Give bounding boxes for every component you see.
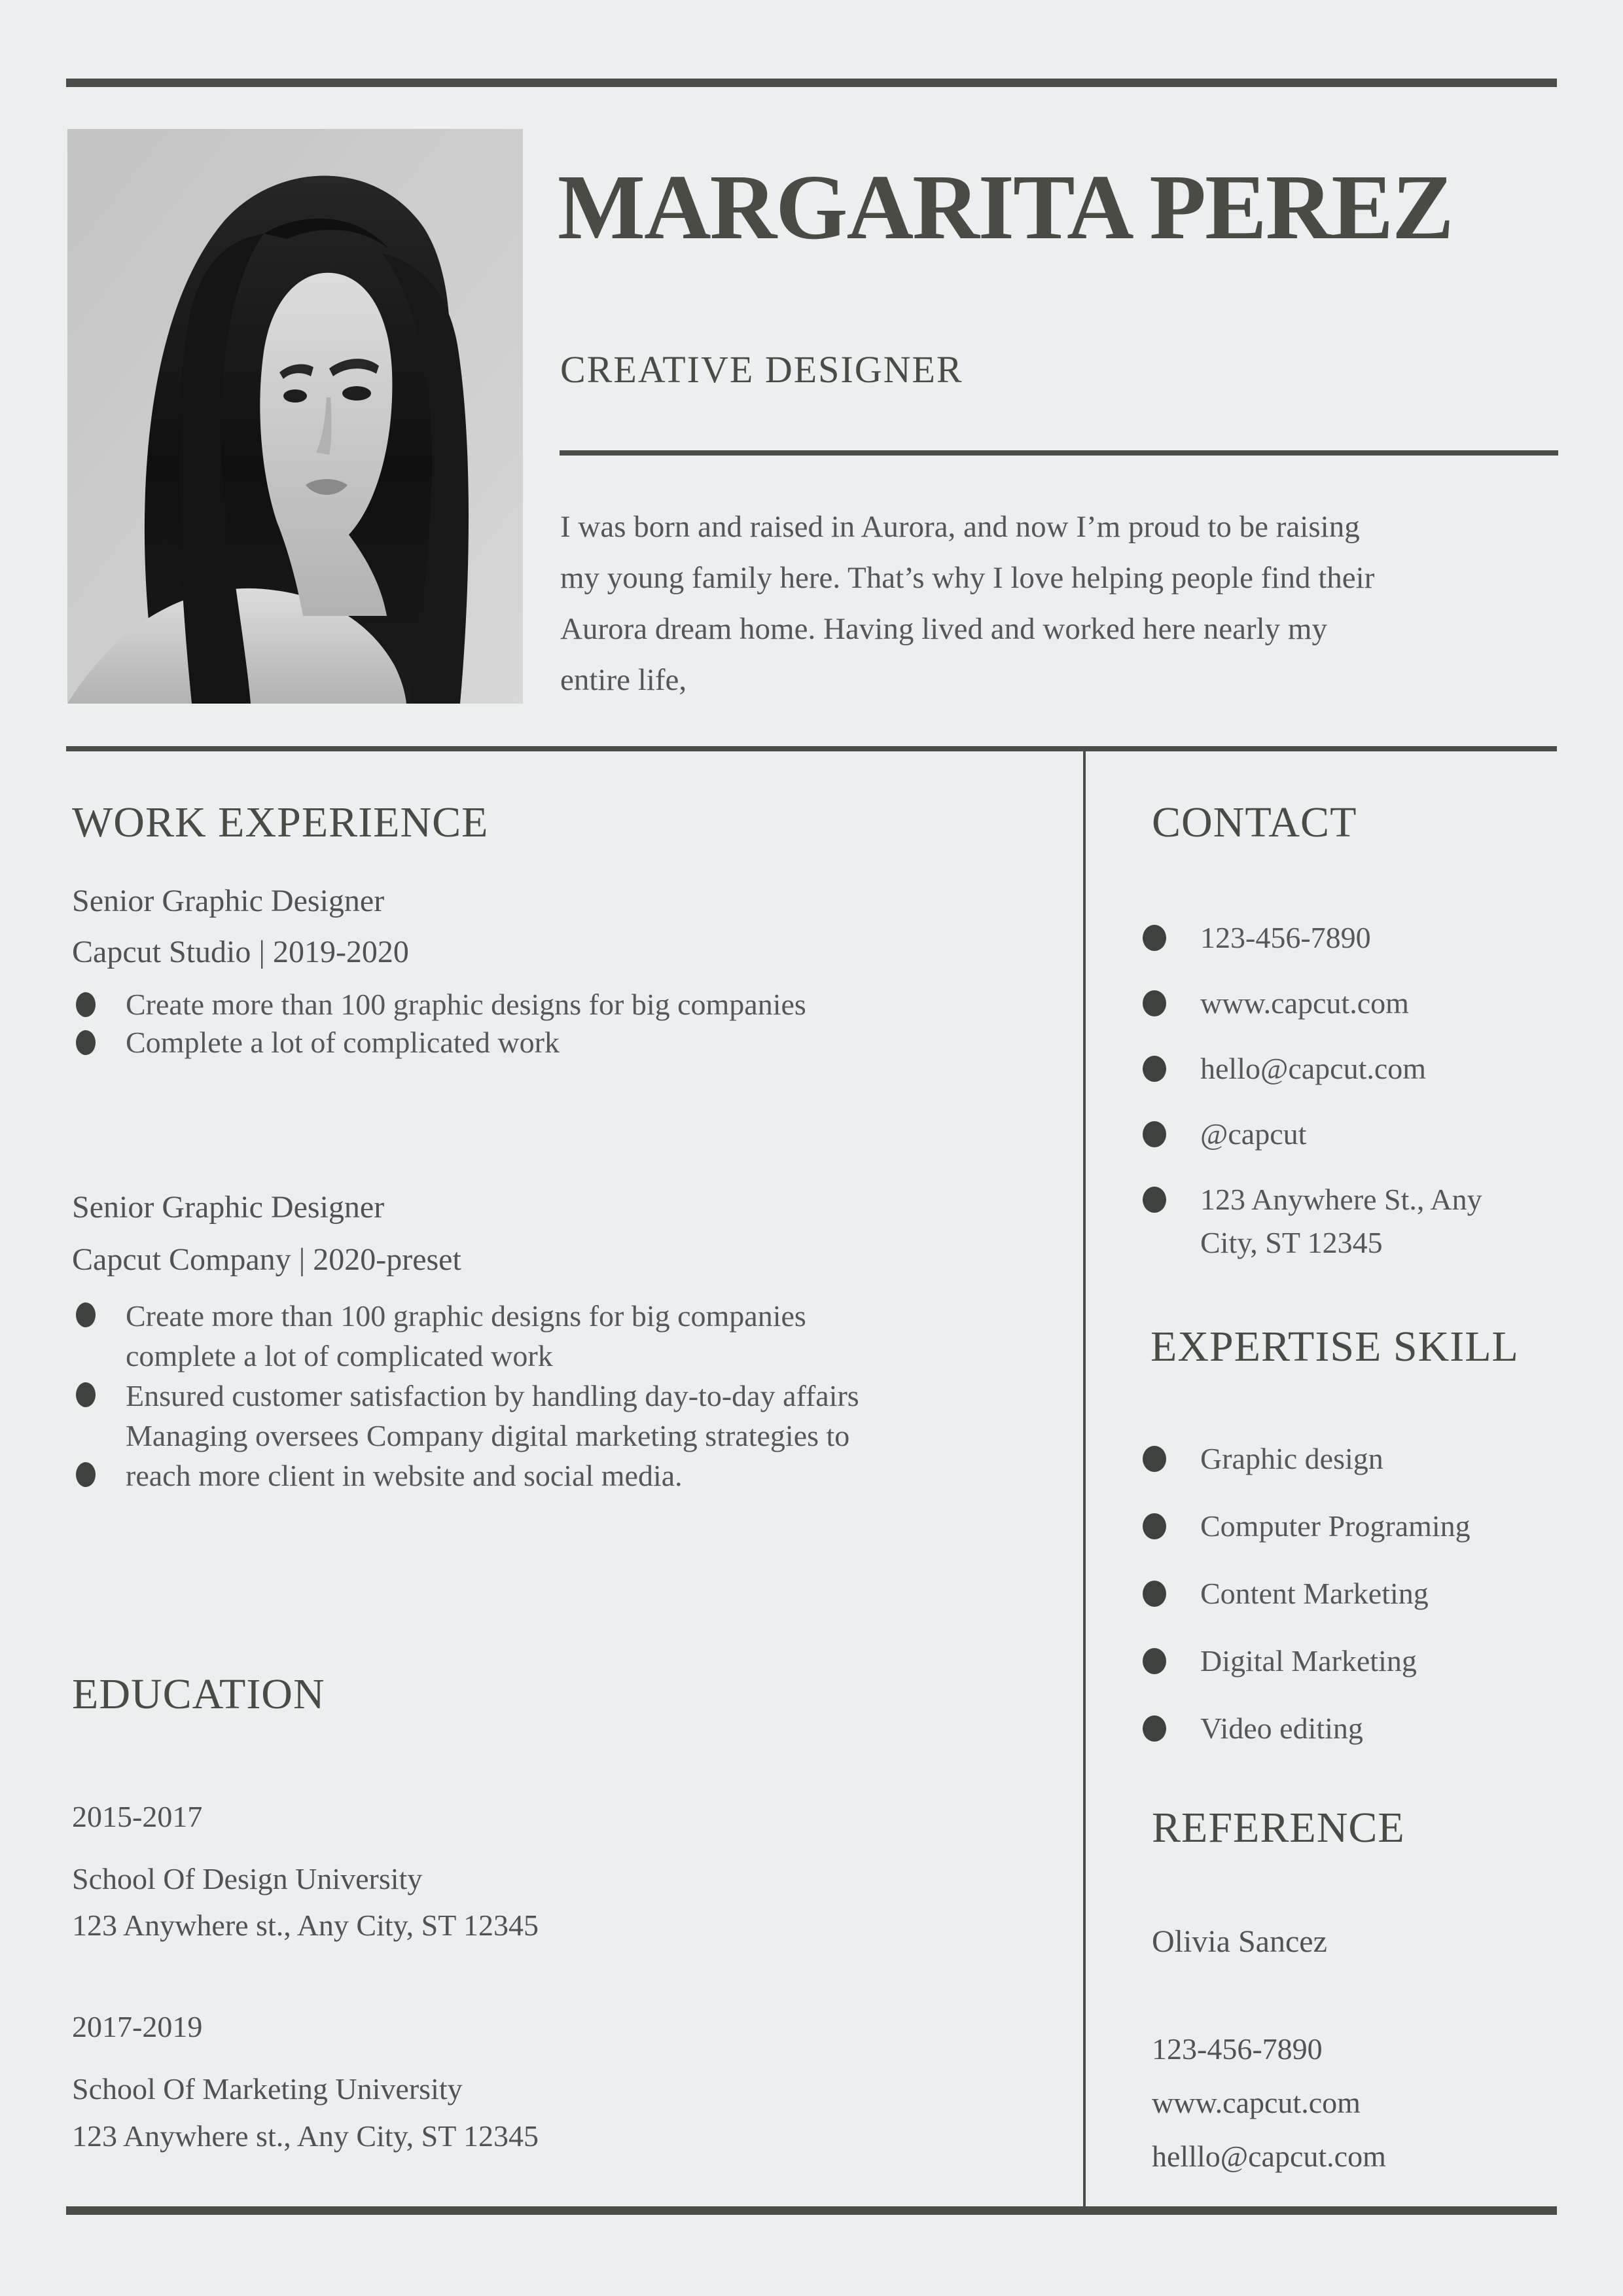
person-name: MARGARITA PEREZ bbox=[558, 155, 1453, 259]
bullet-dot-icon bbox=[1143, 1513, 1166, 1539]
list-item bbox=[1143, 1505, 1471, 1548]
column-divider bbox=[1083, 746, 1086, 2207]
skill-label: Video editing bbox=[1200, 1712, 1363, 1745]
list-item bbox=[76, 1024, 806, 1062]
education-years: 2017-2019 bbox=[72, 2010, 203, 2043]
portrait-photo bbox=[67, 129, 523, 704]
bullet-line: Ensured customer satisfaction by handling day-to-day affairs bbox=[126, 1379, 859, 1412]
person-job-title: CREATIVE DESIGNER bbox=[560, 348, 963, 391]
job-bullet-list bbox=[76, 1296, 859, 1496]
contact-phone: 123-456-7890 bbox=[1200, 921, 1371, 954]
section-heading-work-experience: WORK EXPERIENCE bbox=[72, 798, 489, 846]
list-item bbox=[76, 1296, 859, 1376]
list-item bbox=[1143, 1572, 1471, 1615]
job-role: Senior Graphic Designer bbox=[72, 884, 385, 918]
bullet-dot-icon bbox=[1143, 1581, 1166, 1607]
section-heading-reference: REFERENCE bbox=[1152, 1804, 1405, 1852]
skill-label: Graphic design bbox=[1200, 1442, 1383, 1475]
bullet-dot-icon bbox=[76, 1030, 96, 1055]
bullet-dot-icon bbox=[1143, 1715, 1166, 1742]
bullet-line: Complete a lot of complicated work bbox=[126, 1026, 560, 1059]
education-address: 123 Anywhere st., Any City, ST 12345 bbox=[72, 1909, 539, 1942]
skill-label: Computer Programing bbox=[1200, 1509, 1471, 1543]
bullet-line: Create more than 100 graphic designs for big companies bbox=[126, 988, 806, 1021]
reference-name: Olivia Sancez bbox=[1152, 1924, 1327, 1959]
job-company: Capcut Studio | 2019-2020 bbox=[72, 935, 409, 969]
job-role: Senior Graphic Designer bbox=[72, 1190, 385, 1225]
bottom-accent-bar bbox=[66, 2206, 1557, 2215]
section-heading-education: EDUCATION bbox=[72, 1670, 325, 1718]
education-school: School Of Marketing University bbox=[72, 2072, 463, 2106]
bullet-line: Create more than 100 graphic designs for big companies bbox=[126, 1299, 806, 1333]
bullet-dot-icon bbox=[76, 1302, 96, 1327]
contact-list bbox=[1143, 916, 1482, 1287]
top-accent-bar bbox=[66, 79, 1557, 87]
about-line: entire life, bbox=[560, 663, 687, 697]
bullet-dot-icon bbox=[76, 1462, 96, 1487]
about-line: Aurora dream home. Having lived and worked here nearly my bbox=[560, 612, 1327, 646]
bullet-dot-icon bbox=[1143, 1446, 1166, 1472]
bullet-line: Managing oversees Company digital marketing strategies to bbox=[126, 1419, 850, 1452]
list-item bbox=[76, 1456, 859, 1496]
section-heading-contact: CONTACT bbox=[1152, 798, 1357, 846]
bullet-dot-icon bbox=[1143, 1056, 1166, 1082]
section-heading-expertise-skill: EXPERTISE SKILL bbox=[1150, 1323, 1519, 1371]
list-item bbox=[76, 1376, 859, 1456]
contact-address-line: 123 Anywhere St., Any bbox=[1200, 1183, 1482, 1216]
list-item bbox=[1143, 1437, 1471, 1480]
reference-details bbox=[1152, 2022, 1386, 2183]
bullet-dot-icon bbox=[76, 1382, 96, 1407]
bullet-dot-icon bbox=[1143, 925, 1166, 951]
job-bullet-list bbox=[76, 986, 806, 1062]
list-item bbox=[1143, 1707, 1471, 1750]
portrait-illustration bbox=[67, 129, 523, 704]
list-item bbox=[1143, 916, 1482, 960]
list-item bbox=[1143, 1047, 1482, 1090]
about-line: I was born and raised in Aurora, and now I’m proud to be raising bbox=[560, 510, 1360, 544]
about-text bbox=[560, 501, 1374, 706]
list-item bbox=[1143, 1640, 1471, 1683]
bullet-line: reach more client in website and social media. bbox=[126, 1459, 683, 1492]
list-item bbox=[76, 986, 806, 1024]
education-address: 123 Anywhere st., Any City, ST 12345 bbox=[72, 2119, 539, 2153]
reference-phone: 123-456-7890 bbox=[1152, 2032, 1323, 2066]
list-item bbox=[1143, 1178, 1482, 1265]
bullet-line: complete a lot of complicated work bbox=[126, 1339, 553, 1372]
header-divider bbox=[66, 746, 1557, 751]
list-item bbox=[1143, 982, 1482, 1025]
list-item bbox=[1143, 1113, 1482, 1156]
skill-label: Digital Marketing bbox=[1200, 1644, 1417, 1677]
contact-social-handle: @capcut bbox=[1200, 1117, 1307, 1151]
contact-email: hello@capcut.com bbox=[1200, 1052, 1427, 1085]
contact-website: www.capcut.com bbox=[1200, 986, 1409, 1020]
reference-email: helllo@capcut.com bbox=[1152, 2140, 1386, 2173]
education-school: School Of Design University bbox=[72, 1862, 423, 1895]
reference-website: www.capcut.com bbox=[1152, 2086, 1361, 2119]
bullet-dot-icon bbox=[1143, 1648, 1166, 1674]
skill-label: Content Marketing bbox=[1200, 1577, 1429, 1610]
bullet-dot-icon bbox=[1143, 1121, 1166, 1147]
bullet-dot-icon bbox=[1143, 1187, 1166, 1213]
about-line: my young family here. That’s why I love helping people find their bbox=[560, 561, 1375, 595]
bullet-dot-icon bbox=[1143, 990, 1166, 1016]
skills-list bbox=[1143, 1437, 1471, 1774]
bullet-dot-icon bbox=[76, 992, 96, 1017]
contact-address-line: City, ST 12345 bbox=[1200, 1226, 1383, 1259]
job-company: Capcut Company | 2020-preset bbox=[72, 1242, 461, 1277]
title-divider bbox=[560, 450, 1558, 456]
education-years: 2015-2017 bbox=[72, 1800, 203, 1833]
